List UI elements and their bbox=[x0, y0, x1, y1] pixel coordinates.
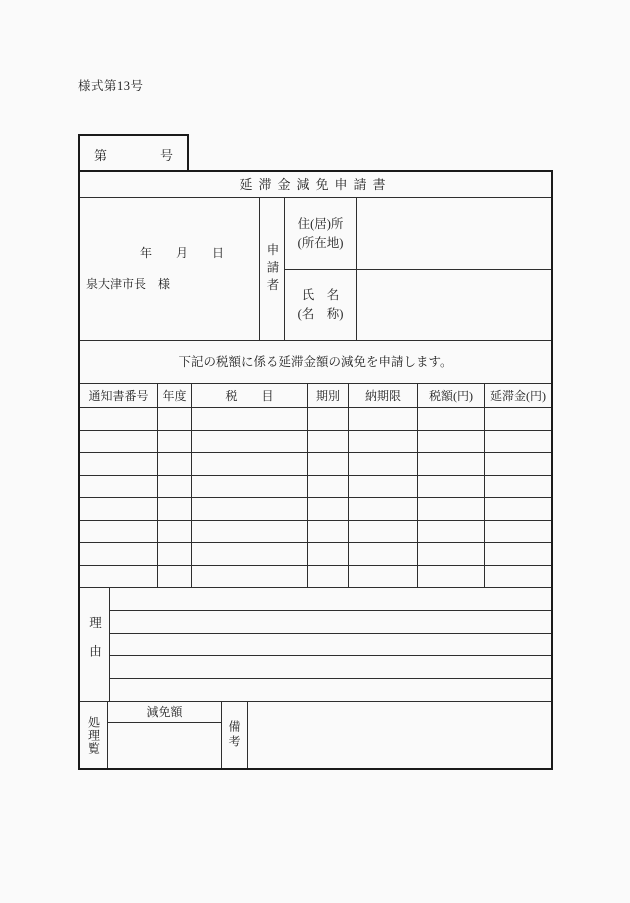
table-cell-empty bbox=[80, 543, 158, 565]
name-label bbox=[285, 270, 357, 340]
table-cell-empty bbox=[80, 431, 158, 453]
table-cell-empty bbox=[485, 408, 551, 430]
tax-table bbox=[80, 384, 551, 588]
table-row bbox=[80, 566, 551, 589]
table-cell-empty bbox=[349, 408, 418, 430]
table-row bbox=[80, 543, 551, 566]
header-period: 期別 bbox=[308, 384, 349, 407]
table-cell-empty bbox=[192, 566, 308, 588]
application-form bbox=[78, 170, 553, 770]
table-cell-empty bbox=[485, 476, 551, 498]
table-cell-empty bbox=[349, 453, 418, 475]
table-cell-empty bbox=[418, 476, 485, 498]
reason-lines bbox=[110, 588, 551, 701]
table-header-row bbox=[80, 384, 551, 408]
form-title: 延滞金減免申請書 bbox=[80, 172, 551, 198]
doc-number-suffix: 号 bbox=[160, 148, 174, 163]
addressee: 泉大津市長 様 bbox=[86, 277, 171, 291]
table-cell-empty bbox=[80, 453, 158, 475]
address-label-line2: (所在地) bbox=[297, 235, 344, 250]
table-cell-empty bbox=[485, 453, 551, 475]
statement: 下記の税額に係る延滞金額の減免を申請します。 bbox=[80, 341, 551, 384]
table-cell-empty bbox=[192, 453, 308, 475]
form-style-number: 様式第13号 bbox=[78, 79, 144, 93]
table-cell-empty bbox=[485, 521, 551, 543]
table-cell-empty bbox=[192, 521, 308, 543]
table-cell-empty bbox=[485, 543, 551, 565]
reason-line bbox=[110, 634, 551, 657]
processing-section bbox=[80, 702, 551, 768]
address-row bbox=[285, 198, 551, 270]
table-row bbox=[80, 476, 551, 499]
table-cell-empty bbox=[192, 476, 308, 498]
table-cell-empty bbox=[349, 476, 418, 498]
table-cell-empty bbox=[418, 431, 485, 453]
table-cell-empty bbox=[158, 498, 192, 520]
table-cell-empty bbox=[308, 498, 349, 520]
name-label-line2: (名 称) bbox=[297, 307, 344, 321]
table-cell-empty bbox=[158, 408, 192, 430]
table-cell-empty bbox=[80, 566, 158, 588]
doc-number-box bbox=[78, 134, 189, 170]
table-row bbox=[80, 408, 551, 431]
date-line: 年 月 日 bbox=[140, 246, 225, 260]
header-delinquency-charge: 延滞金(円) bbox=[490, 389, 546, 403]
table-cell-empty bbox=[80, 408, 158, 430]
table-cell-empty bbox=[418, 543, 485, 565]
table-cell-empty bbox=[192, 498, 308, 520]
applicant-label: 申請者 bbox=[265, 242, 279, 296]
address-label-line1: 住(居)所 bbox=[297, 216, 344, 231]
table-cell-empty bbox=[158, 566, 192, 588]
table-cell-empty bbox=[308, 476, 349, 498]
remarks-label: 備考 bbox=[227, 720, 241, 750]
table-row bbox=[80, 521, 551, 544]
table-cell-empty bbox=[80, 521, 158, 543]
reason-line bbox=[110, 656, 551, 679]
applicant-label-cell bbox=[260, 198, 285, 340]
reduction-amount-cell bbox=[108, 723, 221, 768]
table-cell-empty bbox=[485, 498, 551, 520]
reason-label-cell bbox=[80, 588, 110, 701]
table-cell-empty bbox=[192, 543, 308, 565]
header-tax-item: 税 目 bbox=[192, 384, 308, 407]
reason-section bbox=[80, 588, 551, 702]
processing-label: 処理覧 bbox=[86, 715, 101, 755]
header-due-date: 納期限 bbox=[349, 384, 418, 407]
table-cell-empty bbox=[158, 431, 192, 453]
table-cell-empty bbox=[308, 431, 349, 453]
reduction-amount-label: 減免額 bbox=[108, 702, 221, 723]
reason-label: 理由 bbox=[87, 616, 102, 673]
table-cell-empty bbox=[158, 521, 192, 543]
table-cell-empty bbox=[418, 498, 485, 520]
header-notice-number: 通知書番号 bbox=[80, 384, 158, 407]
reason-line bbox=[110, 611, 551, 634]
table-cell-empty bbox=[308, 566, 349, 588]
table-cell-empty bbox=[308, 453, 349, 475]
table-row bbox=[80, 431, 551, 454]
address-label bbox=[285, 198, 357, 269]
table-row bbox=[80, 453, 551, 476]
table-cell-empty bbox=[349, 566, 418, 588]
reduction-amount-block bbox=[108, 702, 222, 768]
table-cell-empty bbox=[308, 408, 349, 430]
table-cell-empty bbox=[158, 453, 192, 475]
table-cell-empty bbox=[418, 521, 485, 543]
name-row bbox=[285, 270, 551, 340]
name-value-cell bbox=[357, 270, 551, 340]
table-cell-empty bbox=[418, 453, 485, 475]
header-tax-amount: 税額(円) bbox=[418, 384, 485, 407]
table-row bbox=[80, 498, 551, 521]
remarks-label-cell bbox=[222, 702, 248, 768]
table-cell-empty bbox=[158, 476, 192, 498]
applicant-section bbox=[80, 198, 551, 341]
table-cell-empty bbox=[158, 543, 192, 565]
header-fiscal-year: 年度 bbox=[158, 384, 192, 407]
table-cell-empty bbox=[418, 408, 485, 430]
table-cell-empty bbox=[349, 498, 418, 520]
tax-table-body bbox=[80, 408, 551, 588]
table-cell-empty bbox=[485, 566, 551, 588]
table-cell-empty bbox=[80, 498, 158, 520]
reason-line bbox=[110, 588, 551, 611]
remarks-cell bbox=[248, 702, 551, 768]
address-value-cell bbox=[357, 198, 551, 269]
table-cell-empty bbox=[349, 521, 418, 543]
table-cell-empty bbox=[192, 431, 308, 453]
processing-label-cell bbox=[80, 702, 108, 768]
table-cell-empty bbox=[308, 521, 349, 543]
name-label-line1: 氏 名 bbox=[301, 288, 340, 302]
date-addressee-cell bbox=[80, 198, 260, 340]
reason-line bbox=[110, 679, 551, 701]
table-cell-empty bbox=[485, 431, 551, 453]
table-cell-empty bbox=[308, 543, 349, 565]
table-cell-empty bbox=[349, 543, 418, 565]
table-cell-empty bbox=[418, 566, 485, 588]
table-cell-empty bbox=[80, 476, 158, 498]
doc-number-prefix: 第 bbox=[94, 148, 108, 163]
table-cell-empty bbox=[192, 408, 308, 430]
table-cell-empty bbox=[349, 431, 418, 453]
